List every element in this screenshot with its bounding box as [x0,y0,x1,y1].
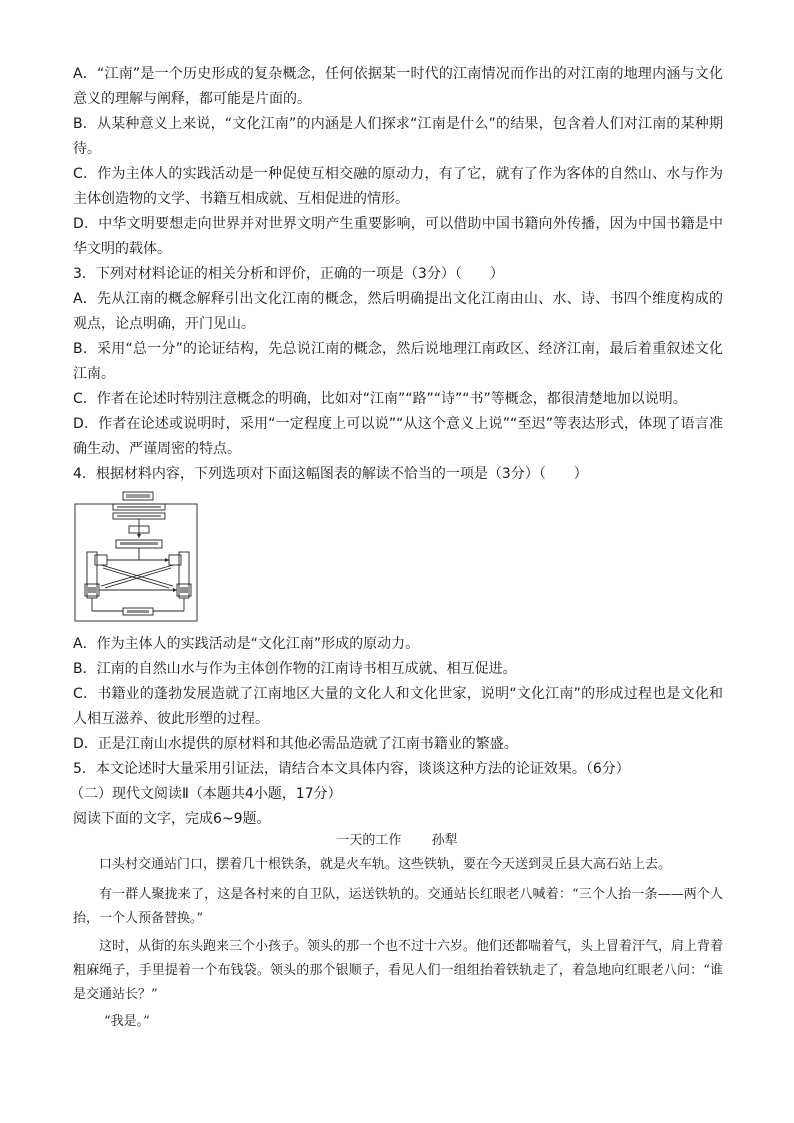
q2-option-b: B．从某种意义上来说，“文化江南”的内涵是人们探求“江南是什么”的结果，包含着人们对江南的某种期待。 [73,116,723,157]
q4-option-c: C．书籍业的蓬勃发展造就了江南地区大量的文化人和文化世家，说明“文化江南”的形成过程也是文化和人相互滋养、彼此形塑的过程。 [73,686,723,727]
culture-jiangnan-diagram [73,490,203,622]
q5-stem: 5．本文论述时大量采用引证法，请结合本文具体内容，谈谈这种方法的论证效果。（6分） [73,761,630,777]
q4-option-b: B．江南的自然山水与作为主体创作物的江南诗书相互成就、相互促进。 [73,661,517,677]
q3-option-c: C．作者在论述时特别注意概念的明确，比如对“江南”“路”“诗”“书”等概念，都很清楚地加以说明。 [73,391,687,407]
story-paragraph-1: 口头村交通站门口，摆着几十根铁条，就是火车轨。这些铁轨，要在今天送到灵丘县大高石站上去。 [99,857,672,872]
story-paragraph-3: 这时，从街的东头跑来三个小孩子。领头的那一个也不过十六岁。他们还都喘着气，头上冒着汗气，肩上背着粗麻绳子，手里提着一个布钱袋。领头的那个银顺子，看见人们一组组抬着铁轨走了，着急地向红眼老八问：“谁是交通站长？” [73,939,724,1002]
section-heading: （二）现代文阅读Ⅱ（本题共4小题，17分） [70,786,342,802]
story-author: 孙犁 [431,833,458,848]
q3-stem: 3．下列对材料论证的相关分析和评价，正确的一项是（3分）（ ） [73,266,504,282]
q2-option-d: D．中华文明要想走向世界并对世界文明产生重要影响，可以借助中国书籍向外传播，因为中国书籍是中华文明的载体。 [73,216,723,257]
section-instruction: 阅读下面的文字，完成6~9题。 [73,811,271,827]
q4-stem: 4．根据材料内容，下列选项对下面这幅图表的解读不恰当的一项是（3分）（ ） [73,466,588,482]
q4-option-a: A．作为主体人的实践活动是“文化江南”形成的原动力。 [73,636,420,652]
q3-option-d: D．作者在论述或说明时，采用“一定程度上可以说”“从这个意义上说”“至迟”等表达形式，体现了语言准确生动、严谨周密的特点。 [73,416,723,457]
q2-option-a: A．“江南”是一个历史形成的复杂概念，任何依据某一时代的江南情况而作出的对江南的地理内涵与文化意义的理解与阐释，都可能是片面的。 [73,66,723,107]
story-paragraph-2: 有一群人聚拢来了，这是各村来的自卫队，运送铁轨的。交通站长红眼老八喊着：“三个人抬一条——两个人抬，一个人预备替换。” [73,887,723,926]
story-title: 一天的工作 [336,833,402,848]
story-paragraph-4: “我是。” [104,1014,150,1029]
q3-option-a: A．先从江南的概念解释引出文化江南的概念，然后明确提出文化江南由山、水、诗、书四个维度构成的观点，论点明确，开门见山。 [73,291,723,332]
story-title-line [0,830,794,852]
q2-option-c: C．作为主体人的实践活动是一种促使互相交融的原动力，有了它，就有了作为客体的自然山、水与作为主体创造物的文学、书籍互相成就、互相促进的情形。 [73,166,723,207]
q4-option-d: D．正是江南山水提供的原材料和其他必需品造就了江南书籍业的繁盛。 [73,736,518,752]
q3-option-b: B．采用“总一分”的论证结构，先总说江南的概念，然后说地理江南政区、经济江南，最后着重叙述文化江南。 [73,341,723,382]
